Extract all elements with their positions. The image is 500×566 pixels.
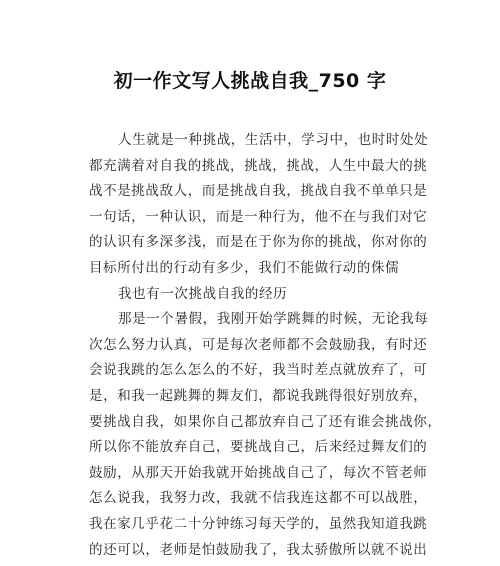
document-body bbox=[89, 128, 442, 563]
document-title: 初一作文写人挑战自我_750 字 bbox=[113, 70, 387, 92]
paragraph-line: 人生就是一种挑战，生活中，学习中，也时时处处 bbox=[118, 132, 429, 148]
paragraph-line: 要挑战自我，如果你自己都放弃自己了还有谁会挑战你， bbox=[89, 413, 442, 430]
paragraph-line: 都充满着对自我的挑战，挑战，挑战，人生中最大的挑 bbox=[89, 157, 428, 174]
paragraph-line: 一句话，一种认识，而是一种行为，他不在与我们对它 bbox=[89, 208, 428, 225]
paragraph-line: 是，和我一起跳舞的舞友们，都说我跳得很好别放弃， bbox=[89, 387, 428, 404]
paragraph-line: 的还可以，老师是怕鼓励我了，我太骄傲所以就不说出 bbox=[89, 541, 428, 558]
paragraph-line: 我在家几乎花二十分钟练习每天学的，虽然我知道我跳 bbox=[89, 515, 428, 532]
paragraph-line: 所以你不能放弃自己，要挑战自己，后来经过舞友们的 bbox=[89, 439, 428, 456]
paragraph-line: 次怎么努力认真，可是每次老师都不会鼓励我，有时还 bbox=[89, 336, 428, 353]
paragraph-line: 那是一个暑假，我刚开始学跳舞的时候，无论我每 bbox=[118, 311, 429, 328]
paragraph-line: 怎么说我，我努力改，我就不信我连这都不可以战胜， bbox=[89, 490, 428, 507]
paragraph-line: 我也有一次挑战自我的经历 bbox=[118, 285, 288, 302]
paragraph-line: 战不是挑战敌人，而是挑战自我，挑战自我不单单只是 bbox=[89, 183, 428, 200]
paragraph-line: 目标所付出的行动有多少，我们不能做行动的侏儒 bbox=[89, 259, 400, 276]
paragraph-line: 会说我跳的怎么怎么的不好，我当时差点就放弃了，可 bbox=[89, 362, 428, 379]
paragraph-line: 鼓励，从那天开始我就开始挑战自己了，每次不管老师 bbox=[89, 464, 428, 481]
paragraph-line: 的认识有多深多浅，而是在于你为你的挑战，你对你的 bbox=[89, 234, 428, 251]
